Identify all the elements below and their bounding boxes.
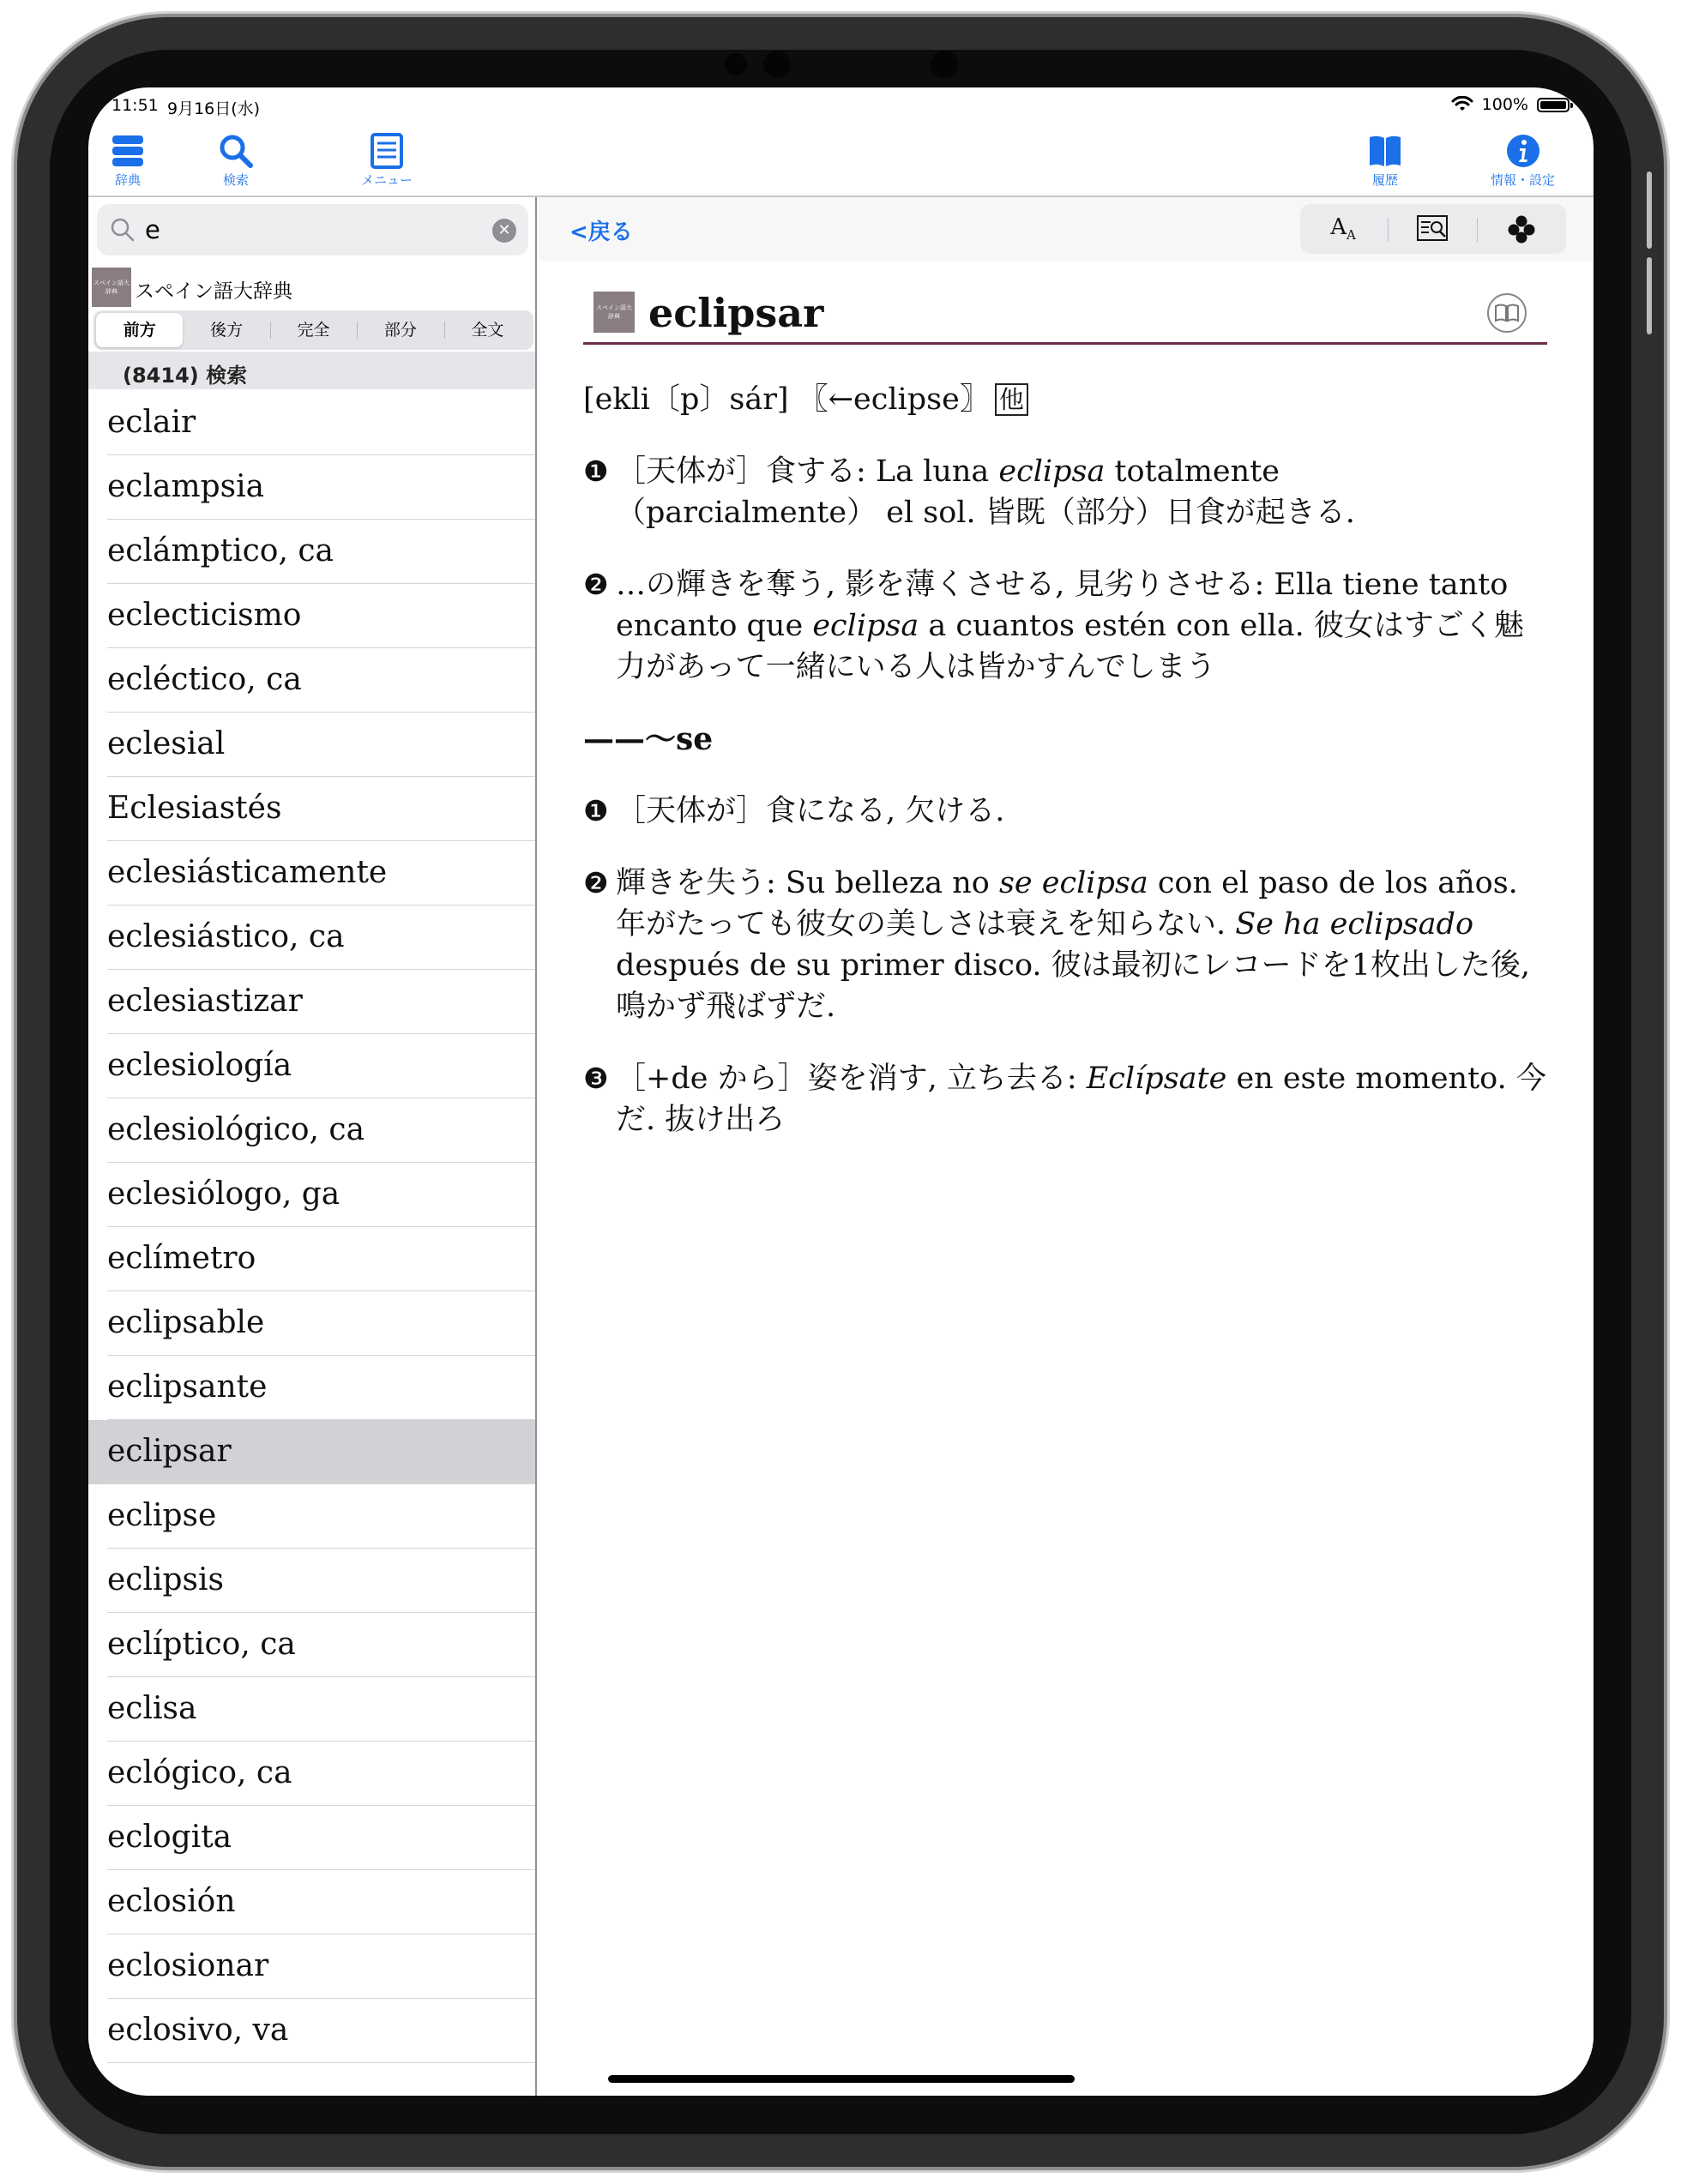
clear-search-icon[interactable]: ✕: [492, 219, 516, 243]
sense-text: ［天体が］食する: La luna eclipsa totalmente （parcialmente） el sol. 皆既（部分）日食が起きる.: [616, 454, 1355, 530]
word-list-item[interactable]: Eclesiastés: [88, 777, 535, 841]
history-button[interactable]: [1366, 132, 1404, 189]
menu-button[interactable]: [361, 132, 413, 189]
sense-text: ［+de から］姿を消す, 立ち去る: Eclípsate en este momento. 今だ. 抜け出ろ: [616, 1062, 1546, 1137]
battery-percent: 100%: [1481, 95, 1528, 114]
sense-number: ❶: [583, 454, 609, 488]
word-list-item[interactable]: eclesiológico, ca: [88, 1098, 535, 1163]
sense-number: ❷: [583, 866, 609, 899]
main-toolbar: [88, 132, 1594, 196]
word-list-item[interactable]: eclesiología: [88, 1034, 535, 1098]
headword: eclipsar: [648, 290, 824, 336]
dictionary-button[interactable]: [109, 132, 147, 189]
camera-sensor: [725, 53, 747, 75]
word-list-item[interactable]: eclipsante: [88, 1356, 535, 1420]
search-button[interactable]: [217, 132, 255, 189]
search-mode-exact[interactable]: 完全: [270, 313, 357, 347]
word-list-item[interactable]: eclipsis: [88, 1549, 535, 1613]
sense-number: ❷: [583, 568, 609, 601]
word-list-item[interactable]: eclampsia: [88, 455, 535, 520]
entry-tool-group: [1300, 204, 1566, 254]
search-mode-partial[interactable]: 部分: [357, 313, 443, 347]
status-indicators: [1451, 95, 1570, 114]
share-button[interactable]: [1479, 204, 1564, 254]
word-list-item[interactable]: eclosivo, va: [88, 1999, 535, 2063]
info-settings-button[interactable]: [1491, 132, 1555, 189]
magnifier-icon: [217, 132, 255, 170]
dictionary-title-row[interactable]: [88, 262, 535, 309]
word-list-item[interactable]: eclosionar: [88, 1934, 535, 1999]
sense-number: ❸: [583, 1062, 609, 1095]
book-icon[interactable]: [1487, 293, 1527, 333]
word-list-item[interactable]: eclisa: [88, 1677, 535, 1742]
dictionary-stack-icon: [109, 132, 147, 170]
battery-icon: [1537, 98, 1570, 112]
open-book-outline-icon: [1494, 303, 1520, 323]
menu-list-icon: [368, 132, 406, 170]
word-list-item[interactable]: eclíptico, ca: [88, 1613, 535, 1677]
font-size-icon: $A_A$: [1330, 214, 1356, 244]
search-mode-fulltext[interactable]: 全文: [444, 313, 531, 347]
word-list-item[interactable]: ecléctico, ca: [88, 648, 535, 713]
sub-entry-heading: ——〜se: [583, 721, 714, 757]
find-in-page-button[interactable]: [1389, 204, 1475, 254]
camera-lens: [763, 51, 791, 78]
result-count-bar: [88, 352, 535, 389]
part-of-speech-badge: 他: [995, 383, 1028, 416]
word-list-item[interactable]: eclipsar: [88, 1420, 535, 1484]
search-mode-segmented-control: [93, 310, 533, 350]
word-list-item[interactable]: eclímetro: [88, 1227, 535, 1291]
dictionary-entry: [583, 274, 1547, 1140]
back-button[interactable]: <戻る: [569, 220, 633, 245]
result-count: (8414) 検索: [123, 364, 248, 388]
word-list-item[interactable]: eclecticismo: [88, 584, 535, 648]
open-book-icon: [1366, 132, 1404, 170]
font-size-button[interactable]: [1300, 204, 1386, 254]
screen: [88, 87, 1594, 2096]
volume-button-down: [1647, 257, 1652, 334]
search-input[interactable]: [145, 211, 471, 249]
info-settings-label: 情報・設定: [1491, 172, 1556, 188]
entry-nav-bar: [539, 197, 1594, 261]
entry-dictionary-logo: スペイン語大辞典: [593, 292, 635, 333]
sense-text: ［天体が］食になる, 欠ける.: [616, 794, 1005, 828]
dictionary-logo: スペイン語大辞典: [92, 268, 131, 307]
camera-sensor-right: [931, 51, 958, 78]
status-date: 9月16日(水): [167, 99, 261, 118]
tool-separator: [1477, 218, 1478, 242]
word-list-item[interactable]: eclipse: [88, 1484, 535, 1549]
sub-sense-1: [583, 791, 1547, 832]
sense-number: ❶: [583, 794, 609, 827]
home-indicator: [608, 2075, 1075, 2083]
word-list-item[interactable]: eclesiastizar: [88, 970, 535, 1034]
volume-button-up: [1647, 171, 1652, 249]
pronunciation: [ekli〔p〕sár] 〖←eclipse〗: [583, 382, 990, 417]
word-list-item[interactable]: eclosión: [88, 1870, 535, 1934]
word-list-item[interactable]: eclipsable: [88, 1291, 535, 1356]
word-list: [88, 391, 535, 2063]
search-bar[interactable]: [97, 204, 528, 256]
sense-2: [583, 564, 1547, 688]
word-list-item[interactable]: eclámptico, ca: [88, 520, 535, 584]
sub-sense-3: [583, 1058, 1547, 1140]
menu-button-label: メニュー: [361, 172, 413, 188]
pronunciation-line: [583, 379, 1547, 420]
status-time: 11:51: [111, 96, 159, 115]
search-icon: [109, 216, 136, 244]
search-button-label: 検索: [222, 172, 249, 188]
info-icon: [1504, 132, 1542, 170]
sub-sense-2: [583, 863, 1547, 1027]
find-in-page-icon: [1417, 215, 1448, 243]
word-list-item[interactable]: eclesiástico, ca: [88, 905, 535, 970]
wifi-icon: [1451, 96, 1473, 113]
dictionary-button-label: 辞典: [114, 172, 141, 188]
word-list-item[interactable]: eclogita: [88, 1806, 535, 1870]
cluster-dots-icon: [1507, 214, 1536, 244]
status-bar: [88, 87, 1594, 122]
word-list-item[interactable]: eclesial: [88, 713, 535, 777]
word-list-item[interactable]: eclógico, ca: [88, 1742, 535, 1806]
history-button-label: 履歴: [1371, 172, 1398, 188]
word-list-item[interactable]: eclesiásticamente: [88, 841, 535, 905]
search-mode-suffix[interactable]: 後方: [210, 321, 244, 340]
entry-header: [583, 274, 1547, 345]
word-list-item[interactable]: eclair: [88, 391, 535, 455]
word-list-pane: [88, 197, 537, 2096]
entry-pane: [539, 197, 1594, 2096]
sense-1: [583, 451, 1547, 533]
sense-text: 輝きを失う: Su belleza no se eclipsa con el paso de los años. 年がたっても彼女の美しさは衰えを知らない. Se ha eclipsado después de su primer disco. 彼は最初にレコードを1枚出した後, 鳴かず飛ばずだ.: [616, 866, 1531, 1024]
tool-separator: [1388, 218, 1389, 242]
sense-text: …の輝きを奪う, 影を薄くさせる, 見劣りさせる: Ella tiene tanto encanto que eclipsa a cuantos estén con ella. 彼女はすごく魅力があって一緒にいる人は皆かすんでしまう: [616, 568, 1524, 684]
search-mode-prefix[interactable]: 前方: [96, 313, 183, 347]
word-list-item[interactable]: eclesiólogo, ga: [88, 1163, 535, 1227]
dictionary-title: スペイン語大辞典: [135, 280, 292, 303]
